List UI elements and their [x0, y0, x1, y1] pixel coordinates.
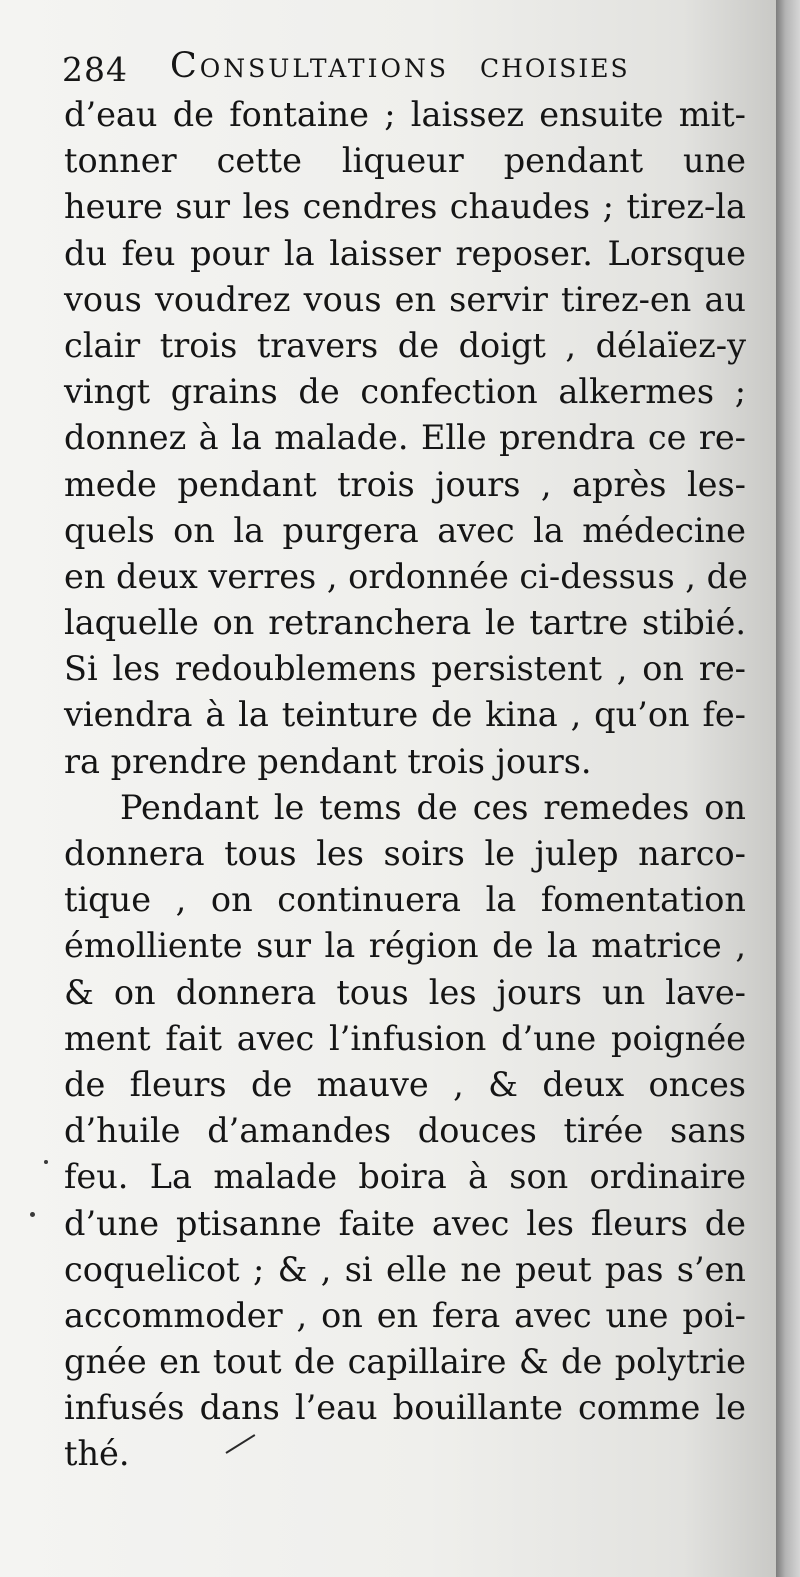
paragraph-1 [64, 92, 746, 785]
text-line: vous voudrez vous en servir tirez-en au [64, 279, 746, 319]
text-line: Pendant le tems de ces remedes on [120, 787, 746, 827]
text-line: donnez à la malade. Elle prendra ce re- [64, 418, 746, 458]
page-number: 284 [62, 50, 128, 89]
text-line: quels on la purgera avec la médecine [64, 510, 746, 550]
text-line: émolliente sur la région de la matrice , [64, 926, 746, 966]
text-line: heure sur les cendres chaudes ; tirez-la [64, 187, 746, 227]
text-line: tique , on continuera la fomentation [64, 880, 746, 920]
text-line: vingt grains de confection alkermes ; [64, 372, 746, 412]
text-line: feu. La malade boira à son ordinaire [64, 1157, 746, 1197]
text-line: laquelle on retranchera le tartre stibié. [64, 603, 746, 643]
text-line: & on donnera tous les jours un lave- [64, 972, 746, 1012]
running-title: Consultations [170, 46, 449, 86]
text-line: mede pendant trois jours , après les- [64, 464, 746, 504]
text-line: d’eau de fontaine ; laissez ensuite mit- [64, 95, 746, 134]
running-subtitle: choisies [480, 46, 630, 86]
text-line: tonner cette liqueur pendant une [64, 141, 746, 181]
ink-speck [30, 1212, 35, 1217]
text-line: en deux verres , ordonnée ci-dessus , de [64, 556, 748, 596]
text-line: coquelicot ; & , si elle ne peut pas s’en [64, 1249, 746, 1289]
text-line: ment fait avec l’infusion d’une poignée [64, 1018, 746, 1058]
text-line: donnera tous les soirs le julep narco- [64, 834, 746, 873]
text-line: infusés dans l’eau bouillante comme le [64, 1388, 746, 1428]
body-text [64, 92, 746, 1478]
text-line: ra prendre pendant trois jours. [64, 741, 592, 781]
text-line: accommoder , on en fera avec une poi- [64, 1295, 746, 1335]
text-line: du feu pour la laisser reposer. Lorsque [64, 233, 746, 273]
text-line: Si les redoublemens persistent , on re- [64, 649, 746, 689]
text-line: d’huile d’amandes douces tirée sans [64, 1111, 746, 1151]
text-line: de fleurs de mauve , & deux onces [64, 1064, 746, 1104]
running-head [62, 44, 742, 94]
text-line: viendra à la teinture de kina , qu’on fe- [64, 695, 746, 735]
text-line: d’une ptisanne faite avec les fleurs de [64, 1203, 746, 1243]
paragraph-2 [64, 785, 746, 1478]
ink-speck [44, 1160, 48, 1164]
text-line: clair trois travers de doigt , délaïez-y [64, 325, 746, 365]
text-line: gnée en tout de capillaire & de polytrie [64, 1342, 746, 1382]
text-line: thé. [64, 1434, 130, 1474]
page-edge-shadow [776, 0, 800, 1577]
